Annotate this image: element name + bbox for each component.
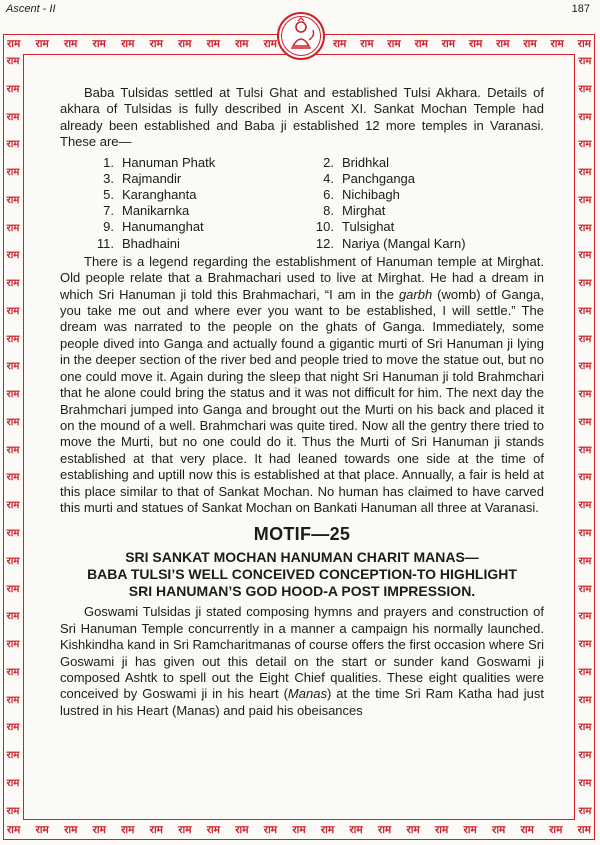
border-ram-word: राम: [6, 333, 20, 345]
border-bottom-ram: [7, 822, 591, 838]
border-ram-word: राम: [6, 722, 20, 734]
border-ram-word: राम: [578, 194, 592, 206]
list-item: 2. Bridhkal: [323, 154, 389, 170]
border-ram-word: राम: [35, 824, 49, 836]
border-ram-word: राम: [578, 500, 592, 512]
border-ram-word: राम: [578, 111, 592, 123]
border-ram-word: राम: [578, 528, 592, 540]
border-ram-word: राम: [6, 111, 20, 123]
border-ram-word: राम: [6, 194, 20, 206]
temple-list-column-2: [304, 155, 504, 252]
list-item: 9. Hanumanghat: [103, 219, 204, 235]
border-ram-word: राम: [320, 824, 335, 836]
border-ram-word: राम: [35, 38, 49, 50]
paragraph-tulsi-akhara: Baba Tulsidas settled at Tulsi Ghat and established Tulsi Akhara. Details of akhara of Tulsidas is fully described in Ascent XI. Sankat Mochan Temple had already been established and Baba ji established 12 more temples in Varanasi. These are—: [60, 85, 544, 150]
border-ram-word: राम: [6, 278, 20, 290]
motif-subtitle: SRI SANKAT MOCHAN HANUMAN CHARIT MANAS— BABA TULSI’S WELL CONCEIVED CONCEPTION-TO HIGHLIGHT SRI HANUMAN’S GOD HOOD-A POST IMPRESSION.: [87, 549, 517, 600]
list-item: 1. Hanuman Phatk: [103, 154, 216, 170]
page-number: 187: [571, 3, 590, 15]
border-ram-word: राम: [6, 222, 20, 234]
border-ram-word: राम: [577, 824, 591, 836]
border-ram-word: राम: [578, 333, 592, 345]
border-ram-word: राम: [377, 824, 392, 836]
border-ram-word: राम: [6, 472, 20, 484]
border-ram-word: राम: [6, 416, 20, 428]
border-ram-word: राम: [7, 824, 21, 836]
border-ram-word: राम: [492, 824, 506, 836]
border-ram-word: राम: [414, 38, 428, 50]
border-ram-word: राम: [121, 38, 135, 50]
border-ram-word: राम: [6, 639, 20, 651]
border-ram-word: राम: [578, 389, 592, 401]
border-ram-word: राम: [578, 139, 592, 151]
temple-list: [60, 155, 544, 252]
border-ram-word: राम: [178, 824, 192, 836]
list-item: 7. Manikarnka: [103, 203, 190, 219]
running-head: Ascent - II: [6, 3, 56, 15]
border-ram-word: राम: [235, 38, 249, 50]
border-ram-word: राम: [206, 824, 221, 836]
paragraph-mirghat-legend: There is a legend regarding the establishment of Hanuman temple at Mirghat. Old people relate that a Brahmachari used to live at Mirghat. He had a dream in which Sri Hanuman ji told this Brahmachari, “I am in the garbh (womb) of Ganga, you take me out and where ever you want to be established, I will settle.” The dream was narrated to the people on the ghats of Ganga. Immediately, some people dived into Ganga and actually found a gigantic murti of Sri Hanuman ji lying in the deeper section of the river bed and people tried to move the statue out, but no one could move it. Again during the sleep that night Sri Hanuman ji told Brahmchari that he alone could bring the status and it was not difficult for him. The next day the Brahmchari jumped into Ganga and brought out the Murti on his back and placed it on the mound of a well. Brahmchari was quite tired. Now all the gentry there tried to move the Murti, but no one could do it. Thus the Murti of Sri Hanuman ji stands established at that very place. It had leaned towards one side at the time of establishing and uptill now this is established at that place. Annually, a fair is held at this place similar to that of Sankat Mochan. No human has claimed to have carved this murti and statues of Sankat Mochan on Bankati Hanuman all three at Varanasi.: [60, 253, 545, 515]
border-ram-word: राम: [578, 777, 592, 789]
manas-italic: Manas: [287, 686, 327, 702]
border-ram-word: राम: [496, 38, 510, 50]
border-ram-word: राम: [550, 38, 564, 50]
border-ram-word: राम: [578, 278, 592, 290]
hanuman-emblem-icon: [276, 10, 326, 62]
border-ram-word: राम: [578, 750, 592, 762]
border-ram-word: राम: [520, 824, 534, 836]
border-ram-word: राम: [6, 361, 20, 373]
border-ram-word: राम: [149, 38, 163, 50]
border-ram-word: राम: [206, 38, 220, 50]
border-ram-word: राम: [6, 139, 20, 151]
border-ram-word: राम: [64, 824, 78, 836]
border-ram-word: राम: [149, 824, 163, 836]
list-item: 12. Nariya (Mangal Karn): [315, 235, 466, 251]
border-ram-word: राम: [463, 824, 477, 836]
border-ram-word: राम: [6, 777, 20, 789]
border-ram-word: राम: [7, 38, 21, 50]
border-ram-word: राम: [6, 583, 20, 595]
border-ram-word: राम: [578, 83, 592, 95]
border-ram-word: राम: [263, 824, 278, 836]
border-ram-word: राम: [578, 805, 592, 817]
border-ram-word: राम: [578, 444, 592, 456]
border-ram-word: राम: [578, 694, 592, 706]
border-ram-word: राम: [349, 824, 363, 836]
border-ram-word: राम: [577, 38, 591, 50]
border-ram-word: राम: [6, 167, 20, 179]
border-ram-word: राम: [360, 38, 374, 50]
list-item: 6. Nichibagh: [323, 187, 400, 203]
border-ram-word: राम: [6, 750, 20, 762]
border-ram-word: राम: [578, 639, 592, 651]
border-ram-word: राम: [6, 805, 20, 817]
border-ram-word: राम: [121, 824, 135, 836]
list-item: 5. Karanghanta: [103, 187, 197, 203]
border-ram-word: राम: [578, 416, 592, 428]
border-ram-word: राम: [406, 824, 420, 836]
list-item: 11. Bhadhaini: [96, 235, 180, 251]
border-ram-word: राम: [178, 38, 192, 50]
border-left-ram: [4, 56, 22, 818]
border-ram-word: राम: [6, 611, 20, 623]
garbh-italic: garbh: [398, 286, 433, 302]
border-ram-word: राम: [6, 528, 20, 540]
border-ram-word: राम: [292, 824, 306, 836]
border-ram-word: राम: [578, 222, 592, 234]
border-ram-word: राम: [578, 583, 592, 595]
border-ram-word: राम: [468, 38, 483, 50]
border-ram-word: राम: [578, 666, 592, 678]
border-ram-word: राम: [578, 250, 592, 262]
border-ram-word: राम: [6, 83, 20, 95]
border-ram-word: राम: [333, 38, 347, 50]
border-ram-word: राम: [441, 38, 456, 50]
border-ram-word: राम: [434, 824, 449, 836]
border-right-ram: [576, 56, 594, 818]
border-ram-word: राम: [6, 305, 20, 317]
list-item: 10. Tulsighat: [315, 219, 395, 235]
border-top-left-ram: [7, 36, 277, 52]
border-ram-word: राम: [263, 38, 277, 50]
border-ram-word: राम: [578, 361, 592, 373]
border-ram-word: राम: [578, 611, 592, 623]
paragraph-goswami-hymns: Goswami Tulsidas ji stated composing hymns and prayers and construction of Sri Hanuman Temple concurrently in a manner a campaign his normally launched. Kishkindha kand in Sri Ramcharitmanas of course offers the first occasion where Sri Goswami ji has given out this detail on the start or sunder kand Goswami ji composed Ashtk to spell out the Eight Chief qualities. These eight qualities were conceived by Goswami ji in his heart (Manas) at the time Sri Ram Katha had just lustred in his Heart (Manas) and paid his obeisances: [60, 604, 544, 718]
border-ram-word: राम: [578, 305, 592, 317]
border-ram-word: राम: [6, 250, 20, 262]
border-ram-word: राम: [64, 38, 78, 50]
border-ram-word: राम: [6, 389, 20, 401]
border-ram-word: राम: [6, 56, 20, 67]
border-ram-word: राम: [523, 38, 537, 50]
border-ram-word: राम: [578, 167, 592, 179]
list-item: 4. Panchganga: [323, 170, 416, 186]
border-top-right-ram: [333, 36, 591, 52]
border-ram-word: राम: [92, 38, 106, 50]
border-ram-word: राम: [578, 722, 592, 734]
list-item: 3. Rajmandir: [103, 170, 182, 186]
page-body: [60, 85, 544, 719]
border-ram-word: राम: [578, 472, 592, 484]
border-ram-word: राम: [578, 555, 592, 567]
border-ram-word: राम: [6, 500, 20, 512]
list-item: 8. Mirghat: [323, 203, 386, 219]
border-ram-word: राम: [6, 694, 20, 706]
border-ram-word: राम: [387, 38, 401, 50]
border-ram-word: राम: [6, 666, 20, 678]
motif-title: MOTIF—25: [253, 524, 351, 545]
border-ram-word: राम: [6, 444, 20, 456]
border-ram-word: राम: [235, 824, 249, 836]
border-ram-word: राम: [578, 56, 592, 67]
border-ram-word: राम: [6, 555, 20, 567]
border-ram-word: राम: [549, 824, 563, 836]
border-ram-word: राम: [92, 824, 106, 836]
temple-list-column-1: [82, 155, 304, 252]
